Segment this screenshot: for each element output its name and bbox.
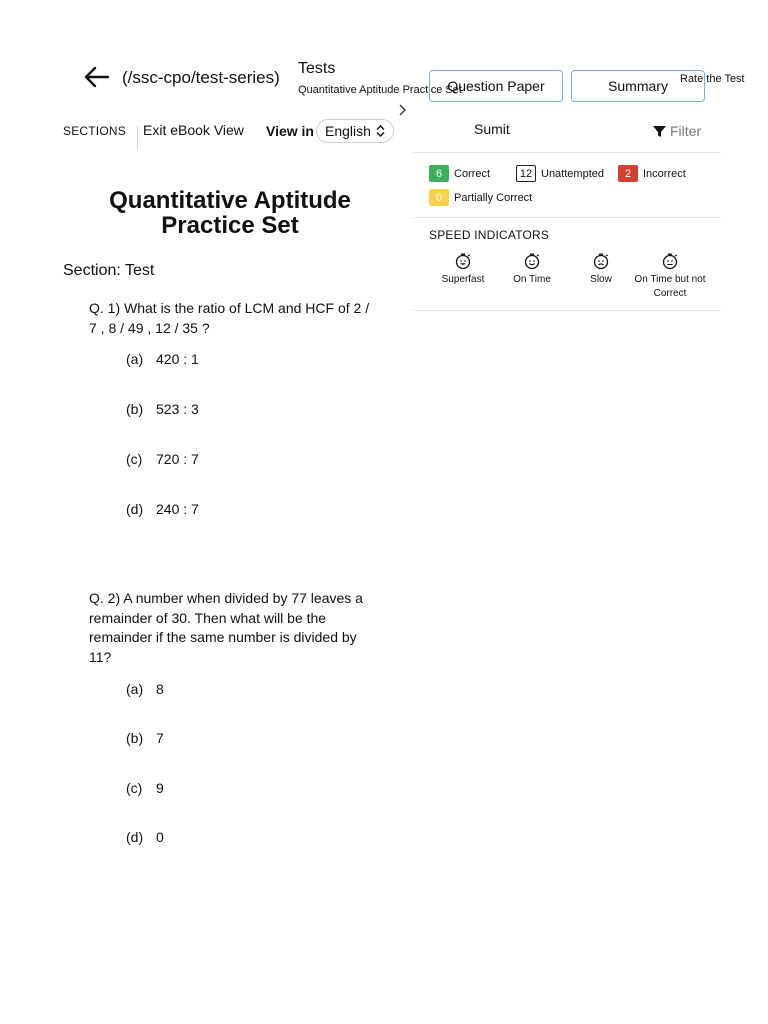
option-label: (d)	[126, 501, 144, 517]
option-label: (a)	[126, 681, 144, 697]
question-2-option-b[interactable]	[126, 730, 164, 746]
incorrect-count: 2	[618, 165, 638, 182]
question-paper-button[interactable]: Question Paper	[429, 70, 563, 102]
option-label: (d)	[126, 829, 144, 845]
option-label: (a)	[126, 351, 144, 367]
option-value: 0	[156, 829, 164, 845]
question-2-option-a[interactable]	[126, 681, 164, 697]
panel-divider	[413, 152, 721, 153]
option-value: 8	[156, 681, 164, 697]
speed-on-time-label: On Time	[513, 274, 551, 285]
exit-ebook-button[interactable]: Exit eBook View	[143, 122, 244, 138]
section-label: Section: Test	[63, 262, 155, 279]
speed-superfast-label: Superfast	[441, 274, 485, 285]
select-updown-icon	[376, 125, 385, 137]
tests-subtitle: Quantitative Aptitude Practice Set	[298, 84, 462, 96]
question-1-option-b[interactable]	[126, 401, 199, 417]
option-label: (c)	[126, 451, 143, 467]
filter-button[interactable]	[653, 123, 701, 139]
option-value: 240 : 7	[156, 501, 199, 517]
question-1-text: Q. 1) What is the ratio of LCM and HCF of 2 / 7 , 8 / 49 , 12 / 35 ?	[89, 300, 370, 336]
option-label: (c)	[126, 780, 143, 796]
back-arrow-icon[interactable]	[82, 62, 112, 92]
user-name: Sumit	[474, 121, 510, 137]
question-2-option-d[interactable]	[126, 829, 164, 845]
view-in-label: View in	[266, 123, 314, 139]
panel-divider	[413, 310, 721, 311]
option-value: 9	[156, 780, 164, 796]
sections-label[interactable]: SECTIONS	[63, 124, 126, 138]
option-value: 7	[156, 730, 164, 746]
chevron-right-icon[interactable]	[397, 102, 409, 118]
correct-label: Correct	[454, 167, 491, 180]
question-1-option-a[interactable]	[126, 351, 199, 367]
legend-correct	[429, 165, 490, 182]
language-value: English	[325, 123, 371, 139]
panel-divider	[413, 217, 721, 218]
question-1-option-c[interactable]	[126, 451, 199, 467]
filter-icon	[653, 125, 666, 138]
question-2-option-c[interactable]	[126, 780, 164, 796]
legend-partially-correct	[429, 189, 532, 206]
speed-slow	[564, 252, 638, 287]
partially-correct-label: Partially Correct	[454, 191, 533, 204]
speed-on-time-not-correct	[633, 252, 707, 301]
legend-incorrect	[618, 165, 686, 182]
stopwatch-slow-icon	[592, 252, 610, 270]
unattempted-count: 12	[516, 165, 536, 182]
option-label: (b)	[126, 401, 144, 417]
option-value: 720 : 7	[156, 451, 199, 467]
speed-slow-label: Slow	[590, 274, 612, 285]
incorrect-label: Incorrect	[643, 167, 686, 180]
question-1-option-d[interactable]	[126, 501, 199, 517]
option-value: 420 : 1	[156, 351, 199, 367]
speed-on-time-not-correct-label: On Time but not Correct	[634, 274, 706, 299]
option-label: (b)	[126, 730, 144, 746]
speed-indicators-title: SPEED INDICATORS	[429, 228, 550, 242]
question-2-text: Q. 2) A number when divided by 77 leaves a remainder of 30. Then what will be the remainder if the same number is divided by 11?	[89, 590, 363, 665]
paper-title: Quantitative Aptitude Practice Set	[109, 187, 351, 239]
filter-label: Filter	[670, 123, 702, 139]
partially-correct-count: 0	[429, 189, 449, 206]
language-select[interactable]	[316, 119, 394, 143]
unattempted-label: Unattempted	[541, 167, 604, 180]
stopwatch-superfast-icon	[454, 252, 472, 270]
rate-test-link[interactable]: Rate the Test	[680, 73, 745, 85]
toolbar-divider	[137, 126, 138, 150]
speed-superfast	[426, 252, 500, 287]
summary-button[interactable]: Summary	[571, 70, 705, 102]
tests-title: Tests	[298, 60, 336, 77]
option-value: 523 : 3	[156, 401, 199, 417]
correct-count: 6	[429, 165, 449, 182]
legend-unattempted	[516, 165, 604, 182]
speed-on-time	[495, 252, 569, 287]
stopwatch-on-time-icon	[523, 252, 541, 270]
stopwatch-on-time-not-correct-icon	[661, 252, 679, 270]
back-link[interactable]: (/ssc-cpo/test-series)	[122, 68, 280, 87]
